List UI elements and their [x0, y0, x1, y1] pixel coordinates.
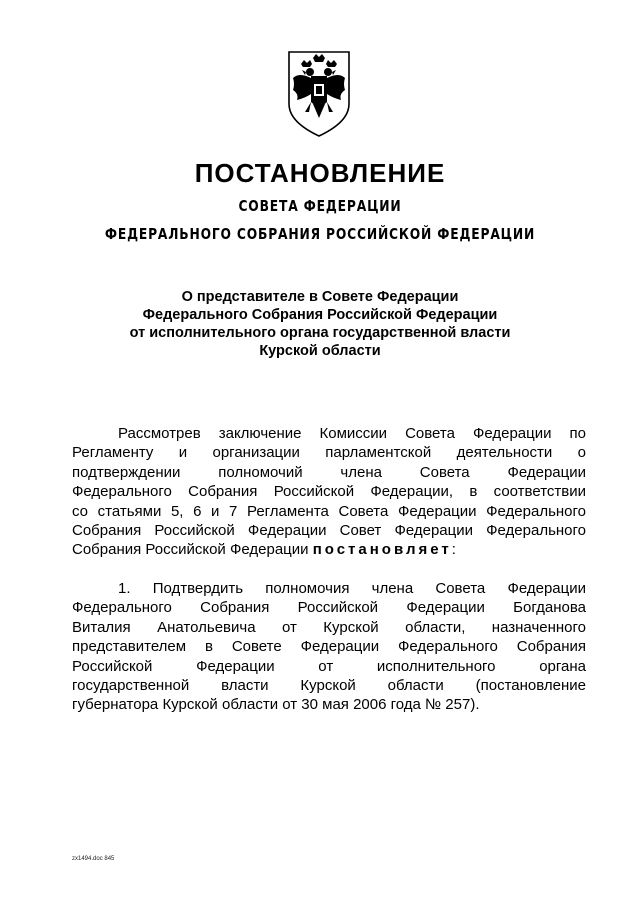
text-line: Регламенту и организации парламентской деятельности о: [72, 444, 586, 462]
coat-of-arms-icon: [283, 48, 355, 140]
text-line: со статьями 5, 6 и 7 Регламента Совета Федерации Федерального: [72, 502, 586, 520]
paragraph-preamble: [72, 424, 586, 560]
heading-line: Курской области: [259, 343, 381, 359]
text-line: Федерального Собрания Российской Федерации, в соответствии: [72, 483, 586, 501]
heading-line: Федерального Собрания Российской Федерации: [142, 307, 498, 323]
text-line: подтверждении полномочий члена Совета Федерации: [72, 463, 586, 481]
file-code: zx1494.doc 845: [72, 856, 115, 862]
heading-line: О представителе в Совете Федерации: [181, 289, 459, 305]
text-line: Федерального Собрания Российской Федерации Богданова: [72, 599, 586, 617]
text-line: 1. Подтвердить полномочия члена Совета Федерации: [118, 580, 586, 597]
text-line: Собрания Российской Федерации: [72, 541, 309, 559]
text-line: представителем в Совете Федерации Федерального Собрания: [72, 638, 586, 656]
text-line: губернатора Курской области от 30 мая 2006 года № 257).: [72, 696, 480, 714]
paragraph-item-1: [72, 579, 586, 715]
text-line: Собрания Российской Федерации Совет Федерации Федерального: [72, 521, 586, 539]
resolution-keyword: постановляет: [312, 541, 452, 559]
text-line: государственной власти Курской области (постановление: [72, 676, 586, 694]
text-line-final: [72, 540, 586, 559]
heading-line: от исполнительного органа государственной власти: [129, 325, 511, 341]
document-title: ПОСТАНОВЛЕНИЕ: [194, 158, 446, 188]
text-line: Российской Федерации от исполнительного органа: [72, 657, 586, 675]
text-line: Виталия Анатольевича от Курской области, назначенного: [72, 618, 586, 636]
punctuation: :: [451, 541, 456, 559]
text-line: Рассмотрев заключение Комиссии Совета Федерации по: [118, 425, 586, 442]
issuer-line-1: СОВЕТА ФЕДЕРАЦИИ: [238, 197, 402, 215]
issuer-line-2: ФЕДЕРАЛЬНОГО СОБРАНИЯ РОССИЙСКОЙ ФЕДЕРАЦИИ: [104, 225, 536, 243]
resolution-heading: [0, 288, 640, 360]
